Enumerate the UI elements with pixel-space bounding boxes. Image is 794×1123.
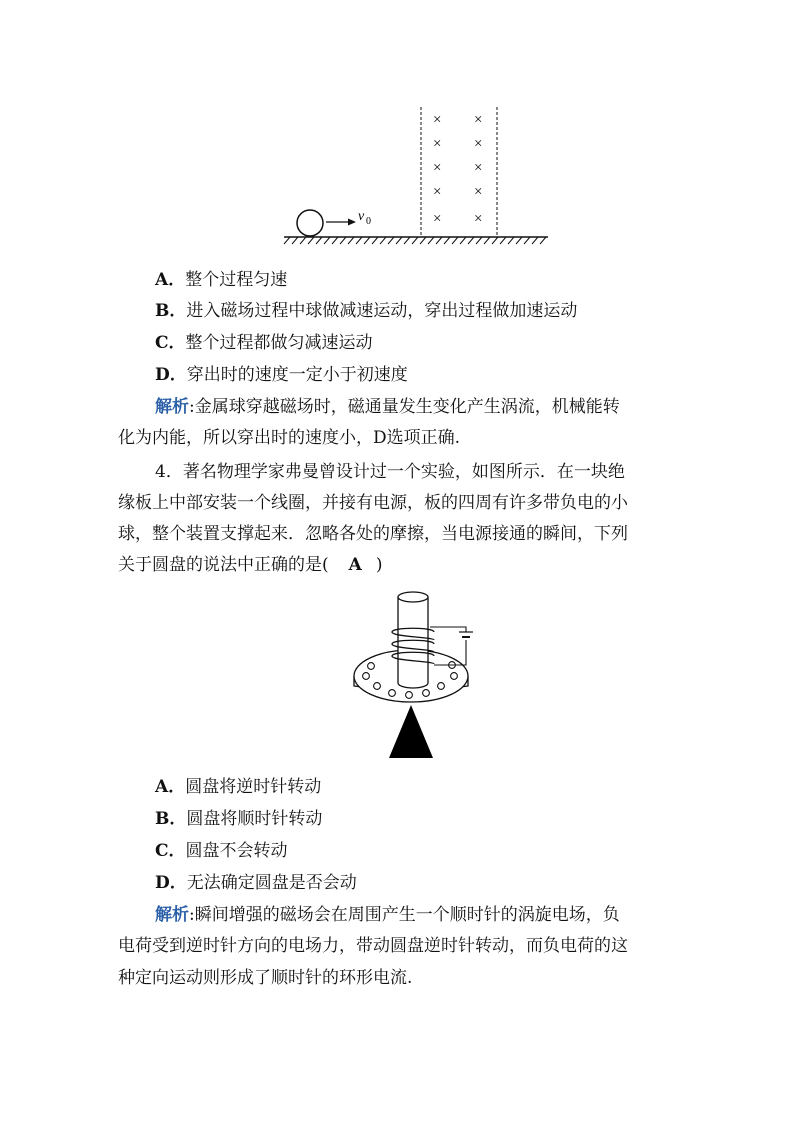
svg-text:×: × <box>433 112 442 128</box>
q3-option-a: A．整个过程匀速 <box>155 270 288 290</box>
q4-stem-line1: 4．著名物理学家弗曼曾设计过一个实验，如图所示．在一块绝 <box>155 462 625 482</box>
q4-answer: A <box>348 555 362 575</box>
svg-text:×: × <box>433 136 442 152</box>
q4-stem-line3: 球，整个装置支撑起来．忽略各处的摩擦，当电源接通的瞬间，下列 <box>118 524 628 544</box>
figure-feynman-disk <box>0 580 794 780</box>
svg-text:×: × <box>474 211 483 227</box>
q3-analysis-line1: 解析:金属球穿越磁场时，磁通量发生变化产生涡流，机械能转 <box>155 397 620 417</box>
metal-ball <box>297 210 323 236</box>
q4-stem-line4: 关于圆盘的说法中正确的是( A ) <box>118 555 383 575</box>
magnetic-field-marks <box>433 112 482 227</box>
svg-text:×: × <box>433 160 442 176</box>
q4-analysis-line1: 解析:瞬间增强的磁场会在周围产生一个顺时针的涡旋电场，负 <box>155 905 620 925</box>
figure-ball-magnetic-field <box>0 0 794 260</box>
q4-analysis-line2: 电荷受到逆时针方向的电场力，带动圆盘逆时针转动，而负电荷的这 <box>118 936 628 956</box>
q3-analysis-line2: 化为内能，所以穿出时的速度小，D选项正确. <box>118 428 461 448</box>
q4-option-d: D．无法确定圆盘是否会动 <box>155 873 357 893</box>
svg-text:×: × <box>433 211 442 227</box>
q4-option-a: A．圆盘将逆时针转动 <box>155 777 322 797</box>
svg-text:×: × <box>474 136 483 152</box>
q3-option-b: B．进入磁场过程中球做减速运动，穿出过程做加速运动 <box>155 301 578 321</box>
q4-option-c: C．圆盘不会转动 <box>155 841 288 861</box>
velocity-label: v <box>358 209 365 224</box>
velocity-subscript: 0 <box>366 216 371 227</box>
svg-text:×: × <box>474 160 483 176</box>
q4-stem-line2: 缘板上中部安装一个线圈，并接有电源，板的四周有许多带负电的小 <box>118 493 628 513</box>
support-wedge <box>389 705 433 758</box>
svg-text:×: × <box>474 184 483 200</box>
svg-text:×: × <box>433 184 442 200</box>
q3-option-d: D．穿出时的速度一定小于初速度 <box>155 365 408 385</box>
svg-text:×: × <box>474 112 483 128</box>
q4-option-b: B．圆盘将顺时针转动 <box>155 809 323 829</box>
q4-analysis-line3: 种定向运动则形成了顺时针的环形电流. <box>118 968 413 988</box>
q3-option-c: C．整个过程都做匀减速运动 <box>155 333 373 353</box>
